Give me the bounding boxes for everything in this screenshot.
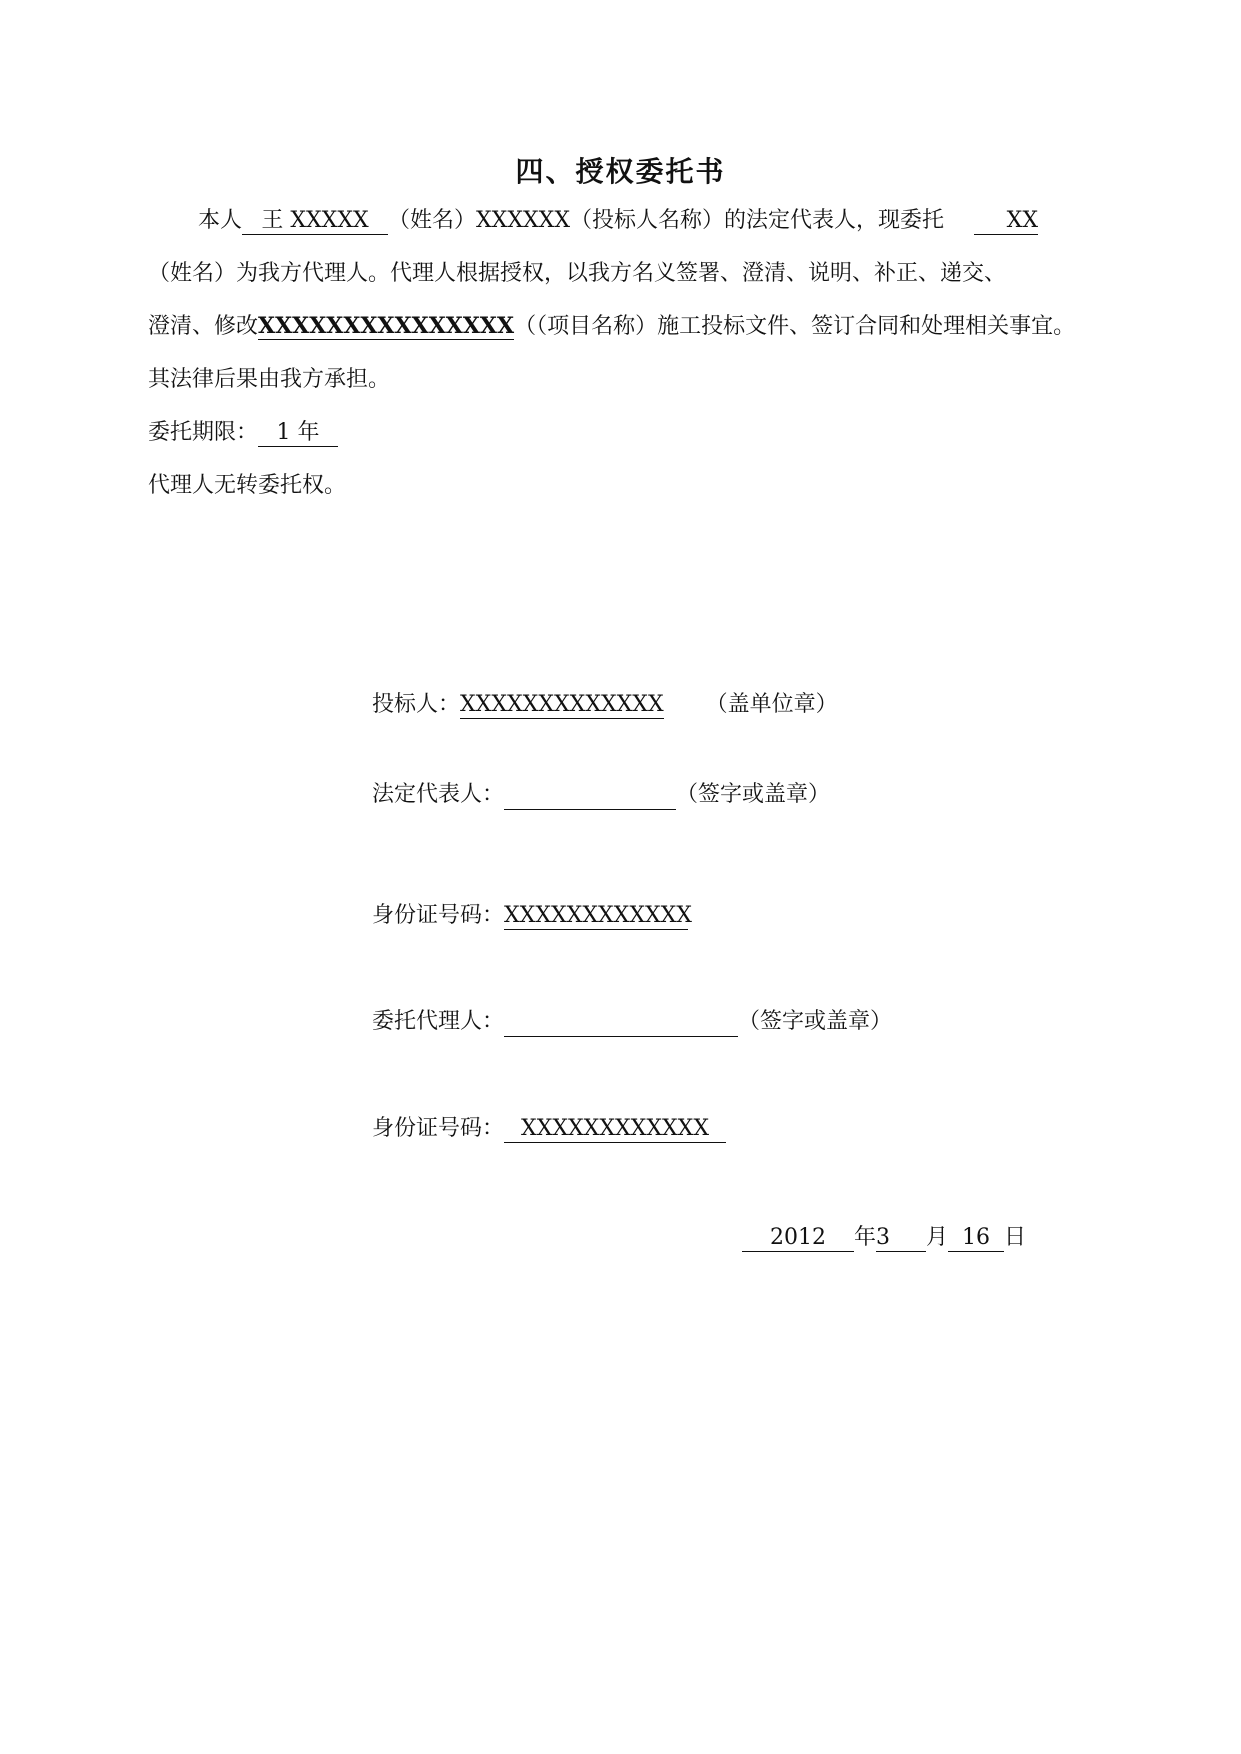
bidder-line [372,690,838,720]
date-day-label: 日 [1004,1225,1027,1250]
id-1-value: XXXXXXXXXXXX [504,903,692,928]
id-2-label: 身份证号码： [372,1116,505,1141]
body-prefix: 本人 [198,208,243,233]
body-line-1 [198,206,1038,236]
body-line-3-suffix: （（项目名称）施工投标文件、签订合同和处理相关事宜。 [514,314,1076,339]
legal-rep-label: 法定代表人： [372,782,505,807]
agent-signature-blank [504,1012,738,1037]
body-line-2: （姓名）为我方代理人。代理人根据授权，以我方名义签署、澄清、说明、补正、递交、 [148,261,1007,286]
date-month-label: 月 [926,1225,949,1250]
agent-note: （签字或盖章） [738,1009,893,1034]
agent-label: 委托代理人： [372,1009,505,1034]
id-1-label: 身份证号码： [372,903,505,928]
agent-line [372,1007,892,1037]
date-line [742,1223,1026,1253]
project-name-field: XXXXXXXXXXXXXXX [258,313,515,339]
term-label: 委托期限： [148,420,259,445]
date-year: 2012 [742,1225,854,1252]
no-sub-delegation: 代理人无转委托权。 [148,473,347,498]
legal-rep-note: （签字或盖章） [676,782,831,807]
bidder-value: XXXXXXXXXXXXX [460,692,664,717]
term-line [148,418,338,448]
document-title: 四、授权委托书 [515,155,726,188]
body-line-4: 其法律后果由我方承担。 [148,367,391,392]
agent-name-field: XX [974,208,1038,235]
principal-name-field: 王 XXXXX [242,208,388,235]
bidder-seal-note: （盖单位章） [705,692,838,717]
term-value: 1 年 [258,420,338,447]
legal-rep-line [372,780,830,810]
id-line-1 [372,901,692,931]
body-line-1-text: （姓名）XXXXXX（投标人名称）的法定代表人，现委托 [388,208,944,233]
bidder-label: 投标人： [372,692,461,717]
body-line-3 [148,312,1075,342]
id-line-2 [372,1114,726,1144]
id-2-value: XXXXXXXXXXXX [504,1116,726,1143]
body-line-3-prefix: 澄清、修改 [148,314,259,339]
legal-rep-signature-blank [504,785,676,810]
date-month: 3 [876,1225,926,1252]
date-day: 16 [948,1225,1004,1252]
date-year-label: 年 [854,1225,877,1250]
